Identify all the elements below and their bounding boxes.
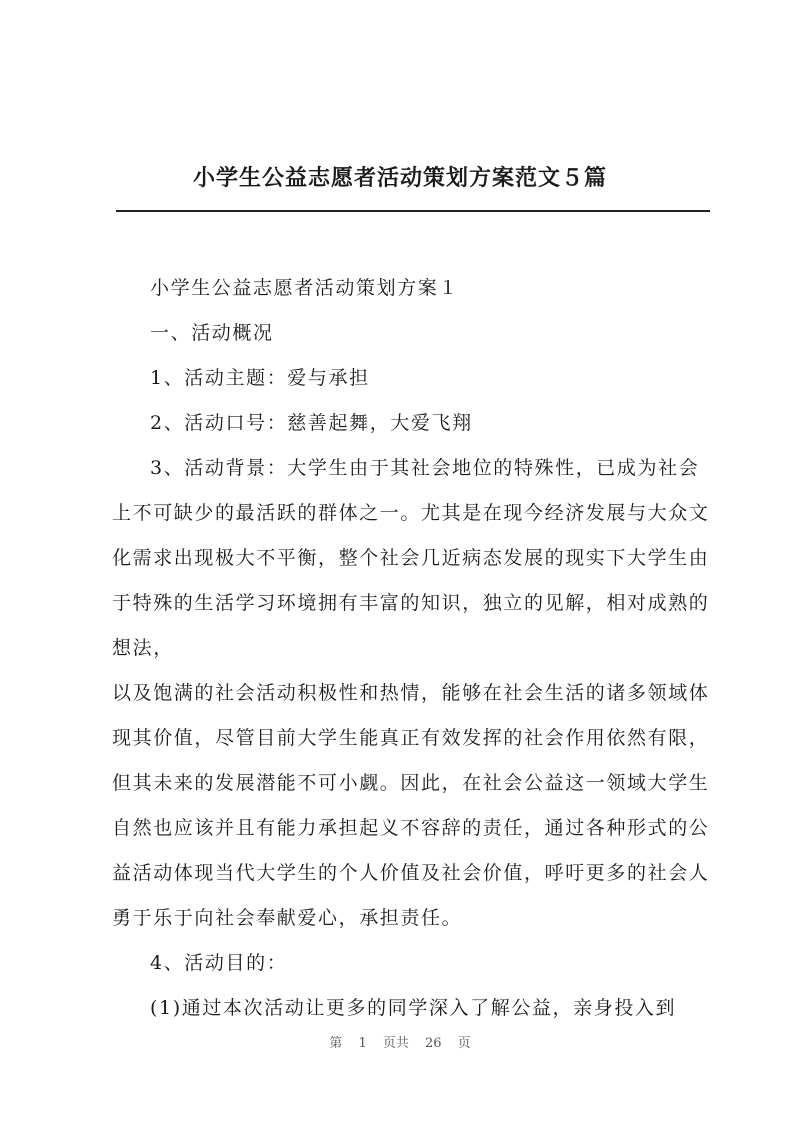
document-title: 小学生公益志愿者活动策划方案范文５篇 [192, 165, 607, 191]
title-divider [116, 210, 710, 212]
paragraph: 一、活动概况 [150, 322, 274, 344]
page-footer [0, 1032, 800, 1051]
footer-current-page: 1 [358, 1036, 367, 1051]
paragraph: (1)通过本次活动让更多的同学深入了解公益，亲身投入到 [150, 997, 677, 1019]
paragraph: 1、活动主题：爱与承担 [150, 367, 370, 389]
paragraph: 以及饱满的社会活动积极性和热情，能够在社会生活的诸多领域体现其价值，尽管目前大学生能真正有效发挥的社会作用依然有限，但其未来的发展潜能不可小觑。因此，在社会公益这一领域大学生自然也应该并且有能力承担起义不容辞的责任，通过各种形式的公益活动体现当代大学生的个人价值及社会价值，呼吁更多的社会人勇于乐于向社会奉献爱心，承担责任。 [112, 682, 710, 929]
footer-total-pages: 26 [425, 1036, 442, 1051]
footer-label-of: 页共 [382, 1036, 409, 1051]
footer-label-page: 第 [329, 1036, 343, 1051]
footer-label-pages: 页 [457, 1036, 471, 1051]
paragraph: 2、活动口号：慈善起舞，大爱飞翔 [150, 412, 473, 434]
document-body [112, 266, 710, 1031]
section-heading: 小学生公益志愿者活动策划方案１ [150, 277, 460, 299]
paragraph: 3、活动背景：大学生由于其社会地位的特殊性，已成为社会上不可缺少的最活跃的群体之一。尤其是在现今经济发展与大众文化需求出现极大不平衡，整个社会几近病态发展的现实下大学生由于特殊的生活学习环境拥有丰富的知识，独立的见解，相对成熟的想法， [112, 457, 710, 659]
paragraph: 4、活动目的： [150, 952, 288, 974]
